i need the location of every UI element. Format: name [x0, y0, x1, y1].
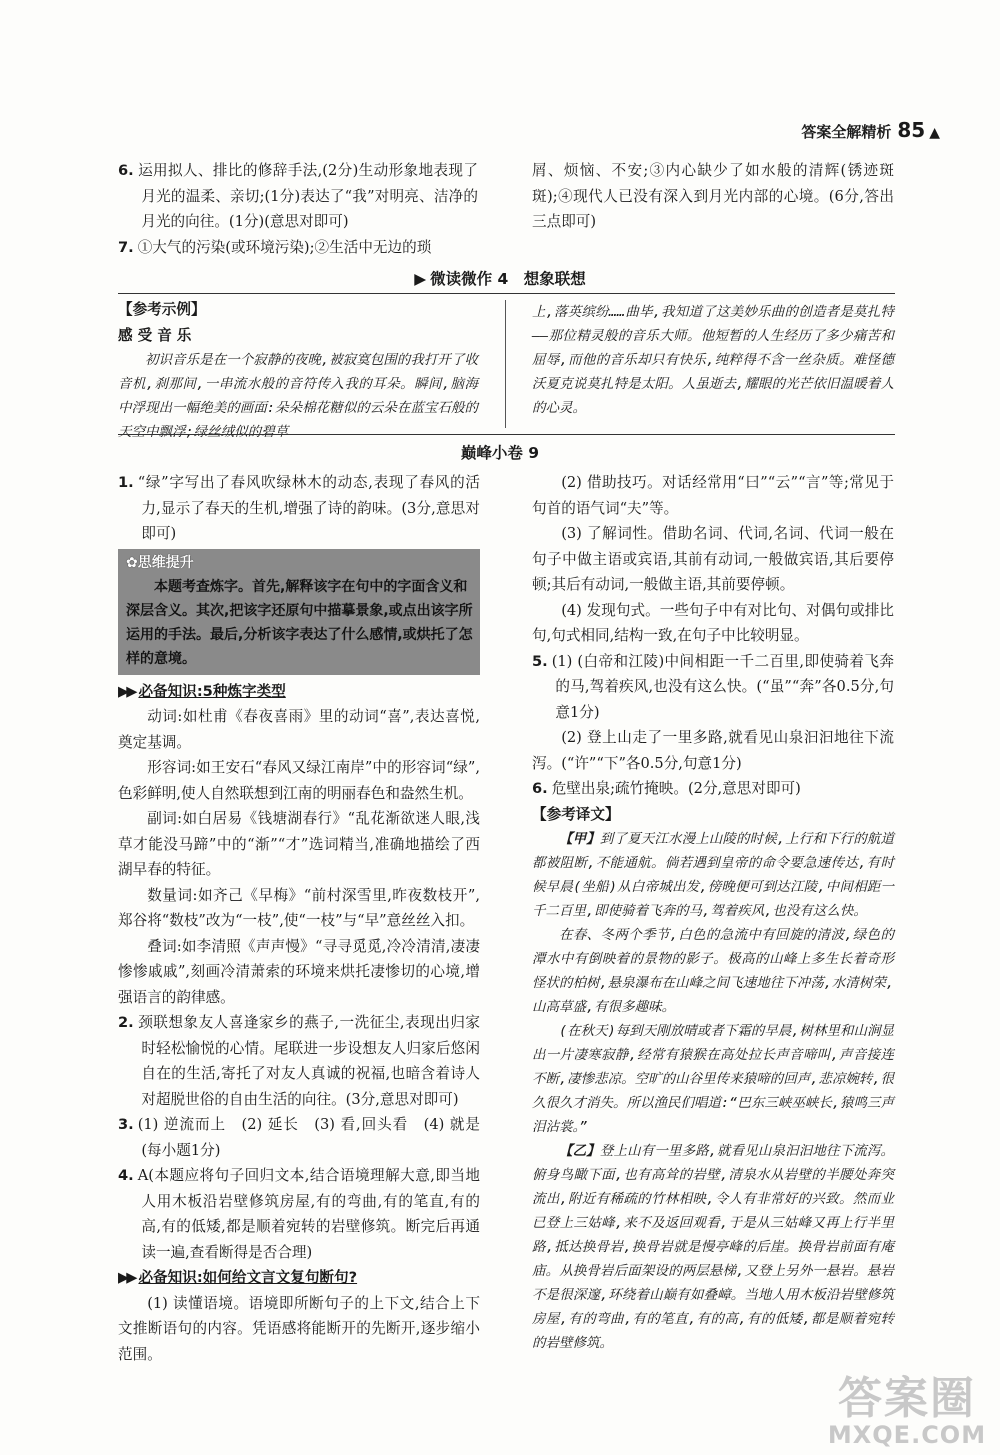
knowledge-item: 叠词:如李清照《声声慢》“寻寻觅觅,冷冷清清,凄凄惨惨戚戚”,刻画冷清萧索的环境来烘托凄惨切的心境,增强语言的韵律感。: [118, 937, 480, 1006]
answer-4: 4. A(本题应将句子回归文本,结合语境理解大意,即当地人用木板沿岩壁修筑房屋,有的弯曲,有的笔直,有的高,有的低矮,都是顺着宛转的岩壁修筑。断完后再通读一遍,查看断得是否合理): [118, 1167, 480, 1261]
watermark-logo: 答案圈 MXQE.COM: [827, 1373, 987, 1449]
mountain-icon: ▲: [929, 125, 940, 141]
tip-text: 本题考查炼字。首先,解释该字在句中的字面含义和深层含义。其次,把该字还原句中描摹景象,或点出该字所运用的手法。最后,分析该字表达了什么感情,或烘托了怎样的意境。: [126, 578, 473, 667]
answer-3: 3. (1) 逆流而上 (2) 延长 (3) 看,回头看 (4) 就是(每小题1分): [118, 1116, 480, 1159]
essay-tag: 【参考示例】: [118, 301, 206, 318]
double-arrow-icon: ▶▶: [118, 1269, 135, 1286]
essay-para-1: 初识音乐是在一个寂静的夜晚,被寂寞包围的我打开了收音机,刹那间,一串流水般的音符传入我的耳朵。瞬间,脑海中浮现出一幅绝美的画面:朵朵棉花糖似的云朵在蓝宝石般的天空中飘浮;绿丝绒似的碧草: [118, 352, 478, 440]
translation-jia: 【甲】到了夏天江水漫上山陵的时候,上行和下行的航道都被阻断,不能通航。倘若遇到皇帝的命令要急速传达,有时候早晨(坐船)从白帝城出发,傍晚便可到达江陵,中间相距一千二百里,即使骑着飞奔的马,驾着疾风,也没有这么快。: [532, 831, 894, 919]
knowledge-item: 形容词:如王安石“春风又绿江南岸”中的形容词“绿”,色彩鲜明,使人自然联想到江南的明丽春色和盎然生机。: [118, 759, 480, 802]
section-title-1: ▶ 微读微作 4 想象联想: [414, 270, 586, 288]
knowledge-item: (1) 读懂语境。语境即所断句子的上下文,结合上下文推断语句的内容。凭语感将能断开的先断开,逐步缩小范围。: [118, 1294, 480, 1363]
page-number: 85: [897, 118, 926, 142]
main-right-column: [532, 470, 894, 1355]
essay-para-2: 上,落英缤纷……曲毕,我知道了这美妙乐曲的创造者是莫扎特——那位精灵般的音乐大师。他短暂的人生经历了多少痛苦和屈辱,而他的音乐却只有快乐,纯粹得不含一丝杂质。难怪德沃夏克说莫扎特是太阳。人虽逝去,耀眼的光芒依旧温暖着人的心灵。: [532, 304, 894, 416]
translation-tag: 【参考译文】: [532, 805, 620, 823]
essay-left: [118, 297, 478, 444]
knowledge-item: 数量词:如齐己《早梅》“前村深雪里,昨夜数枝开”,郑谷将“数枝”改为“一枝”,使“一枝”与“早”意丝丝入扣。: [118, 886, 480, 929]
double-arrow-icon: ▶▶: [118, 682, 135, 700]
answer-5-part-2: (2) 登上山走了一里多路,就看见山泉汩汩地往下流泻。(“许”“下”各0.5分,句意1分): [532, 729, 894, 772]
knowledge-item: 动词:如杜甫《春夜喜雨》里的动词“喜”,表达喜悦,奠定基调。: [118, 708, 480, 751]
answer-5: 5. (1) (白帝和江陵)中间相距一千二百里,即使骑着飞奔的马,驾着疾风,也没有这么快。(“虽”“奔”各0.5分,句意1分): [532, 652, 894, 721]
top-right-column: [532, 158, 894, 235]
translation-para: 在春、冬两个季节,白色的急流中有回旋的清波,绿色的潭水中有倒映着的景物的影子。极高的山峰上多生长着奇形怪状的柏树,悬泉瀑布在山峰之间飞速地往下冲荡,水清树荣,山高草盛,有很多趣味。: [532, 927, 894, 1015]
translation-para: (在秋天)每到天刚放晴或者下霜的早晨,树林里和山涧显出一片凄寒寂静,经常有猿猴在高处拉长声音啼叫,声音接连不断,凄惨悲凉。空旷的山谷里传来猿啼的回声,悲凉婉转,很久很久才消失。所以渔民们唱道:“巴东三峡巫峡长,猿鸣三声泪沾裳。”: [532, 1023, 894, 1135]
answer-6b: 6. 危壁出泉;疏竹掩映。(2分,意思对即可): [532, 780, 801, 797]
divider: [118, 293, 895, 294]
answer-7-cont: 屑、烦恼、不安;③内心缺少了如水般的清辉(锈迹斑斑);④现代人已没有深入到月光内部的心境。(6分,答出三点即可): [532, 162, 894, 230]
knowledge-heading-2: ▶▶ 必备知识:如何给文言文复句断句?: [118, 1269, 358, 1286]
play-icon: ▶: [414, 270, 427, 288]
main-left-column: [118, 470, 480, 1367]
method-3: (3) 了解词性。借助名词、代词,名词、代词一般在句子中做主语或宾语,其前有动词,一般做宾语,其后要停顿;其后有动词,一般做主语,其前要停顿。: [532, 525, 894, 593]
answer-7: 7. ①大气的污染(或环境污染);②生活中无边的琐: [118, 238, 432, 256]
column-divider: [505, 300, 506, 428]
section-title-2: 巅峰小卷 9: [460, 444, 540, 462]
essay-right: [532, 300, 894, 420]
knowledge-item: 副词:如白居易《钱塘湖春行》“乱花渐欲迷人眼,浅草才能没马蹄”中的“渐”“才”选词精当,准确地描绘了西湖早春的特征。: [118, 810, 480, 878]
answer-6: 6. 运用拟人、排比的修辞手法,(2分)生动形象地表现了月光的温柔、亲切;(1分)表达了“我”对明亮、洁净的月光的向往。(1分)(意思对即可): [118, 162, 478, 230]
thinking-tip-box: [118, 549, 480, 675]
answer-1: 1. “绿”字写出了春风吹绿林木的动态,表现了春风的活力,显示了春天的生机,增强了诗的韵味。(3分,意思对即可): [118, 474, 480, 542]
method-2: (2) 借助技巧。对话经常用“曰”“云”“言”等;常见于句首的语气词“夫”等。: [532, 474, 894, 517]
page-header: [801, 118, 940, 142]
translation-yi: 【乙】登上山有一里多路,就看见山泉汩汩地往下流泻。俯身鸟瞰下面,也有高耸的岩壁,清泉水从岩壁的半腰处奔突流出,附近有稀疏的竹林相映,令人有非常好的兴致。然而业已登上三姑峰,来不及返回观看,于是从三姑峰又再上行半里路,抵达换骨岩,换骨岩就是慢亭峰的后崖。换骨岩前面有庵庙。从换骨岩后面架设的两层悬梯,又登上另外一悬岩。悬岩不是很深邃,环绕着山巅有如叠嶂。当地人用木板沿岩壁修筑房屋,有的弯曲,有的笔直,有的高,有的低矮,都是顺着宛转的岩壁修筑。: [532, 1143, 894, 1351]
top-left-column: [118, 158, 478, 260]
header-title: 答案全解精析: [801, 123, 892, 141]
essay-title: 感受音乐: [118, 326, 197, 344]
tip-title: ✿思维提升: [126, 554, 194, 571]
divider: [118, 434, 895, 435]
answer-2: 2. 颈联想象友人喜逢家乡的燕子,一洗征尘,表现出归家时轻松愉悦的心情。尾联进一步设想友人归家后悠闲自在的生活,寄托了对友人真诚的祝福,也暗含着诗人对超脱世俗的自由生活的向往。(3分,意思对即可): [118, 1014, 480, 1108]
method-4: (4) 发现句式。一些句子中有对比句、对偶句或排比句,句式相同,结构一致,在句子中比较明显。: [532, 601, 894, 644]
star-icon: ✿: [126, 554, 138, 571]
knowledge-heading-1: ▶▶ 必备知识:5种炼字类型: [118, 682, 286, 700]
